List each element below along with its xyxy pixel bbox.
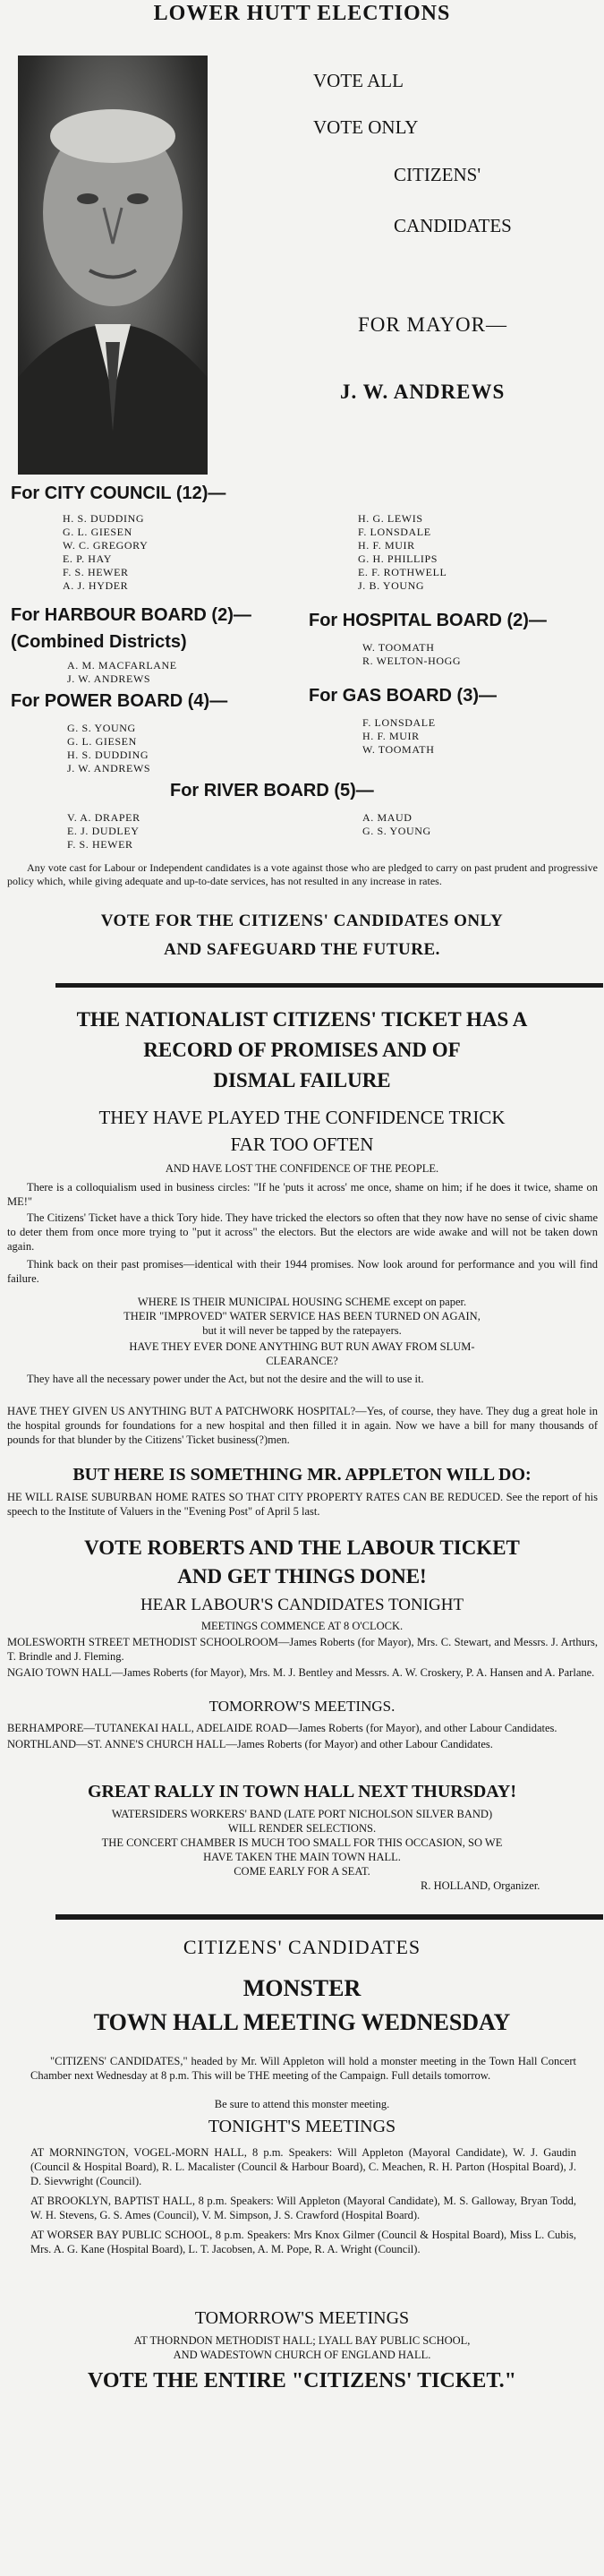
candidate-name: R. WELTON-HOGG [362,655,462,667]
slogan-line-1: VOTE ALL [313,70,404,91]
water-line-2: but it will never be tapped by the ratepayers. [202,1324,402,1337]
mayor-heading: FOR MAYOR— [358,313,508,336]
candidate-name: H. F. MUIR [358,539,415,552]
chamber-line-1: THE CONCERT CHAMBER IS MUCH TOO SMALL FOR THIS OCCASION, SO WE [101,1836,503,1849]
candidate-name: A. MAUD [362,811,413,824]
meeting-item: AT MORNINGTON, VOGEL-MORN HALL, 8 p.m. Speakers: Will Appleton (Mayoral Candidate), W. J. Gaudin (Council & Hospital Board), R. L. Macalister (Council & Harbour Board), C. Meachen, R. H. Parton (Hospital Board), J. D. Sievwright (Council). [30,2146,576,2187]
vote-roberts-2: AND GET THINGS DONE! [177,1565,427,1588]
harbour-board-heading: For HARBOUR BOARD (2)— [11,605,251,625]
candidate-name: V. A. DRAPER [67,811,140,824]
band-line-2: WILL RENDER SELECTIONS. [227,1822,377,1835]
hospital-board-heading: For HOSPITAL BOARD (2)— [309,611,547,630]
tonights-meetings-list [30,2145,576,2256]
labour-paragraphs [7,1180,598,1286]
powers-text: They have all the necessary power under the Act, but not the desire and the will to use it. [27,1373,424,1385]
meeting-intro [30,2054,576,2083]
candidate-name: J. B. YOUNG [358,579,425,592]
meeting-item: AT WORSER BAY PUBLIC SCHOOL, 8 p.m. Speakers: Mrs Knox Gilmer (Council & Hospital Board), Miss L. Cubis, Mrs. A. G. Kane (Hospital Board), L. T. Jacobsen, A. M. Pope, R. A. Wright (Council). [30,2229,576,2255]
candidate-name: G. L. GIESEN [63,526,132,538]
candidate-name: E. F. ROTHWELL [358,566,447,578]
slum-line-1: HAVE THEY EVER DONE ANYTHING BUT RUN AWAY FROM SLUM- [129,1340,475,1353]
candidate-name: J. W. ANDREWS [67,762,151,775]
tomorrow-meetings [7,1721,598,1751]
closing-line-2: AND SAFEGUARD THE FUTURE. [164,940,440,959]
labour-subhead-2: FAR TOO OFTEN [230,1134,374,1155]
candidate-name: W. C. GREGORY [63,539,149,552]
tonight-meeting-2: NGAIO TOWN HALL—James Roberts (for Mayor), Mrs. M. J. Bentley and Messrs. A. W. Croskery, P. A. Hansen and A. Parlane. [7,1666,595,1679]
town-hall-heading: TOWN HALL MEETING WEDNESDAY [93,2009,511,2035]
river-board-col1 [67,811,140,852]
vote-roberts-1: VOTE ROBERTS AND THE LABOUR TICKET [84,1536,520,1559]
slum-line-2: CLEARANCE? [266,1355,338,1367]
candidate-name: G. S. YOUNG [67,722,136,734]
river-board-col2 [362,811,431,838]
tomorrow-venues-1: AT THORNDON METHODIST HALL; LYALL BAY PUBLIC SCHOOL, [133,2334,471,2347]
slogan-line-3: CITIZENS' [394,164,481,185]
harbour-board-subheading: (Combined Districts) [11,632,187,652]
candidate-name: F. S. HEWER [67,838,133,851]
city-council-col1 [63,512,148,593]
hospital-board-names [362,641,461,668]
come-early: COME EARLY FOR A SEAT. [234,1865,370,1878]
labour-subhead-1: THEY HAVE PLAYED THE CONFIDENCE TRICK [98,1107,506,1128]
city-council-col2 [358,512,447,593]
tonight-meetings [7,1635,598,1680]
candidate-name: G. S. YOUNG [362,825,431,837]
section-divider [55,983,603,988]
candidate-name: E. P. HAY [63,552,112,565]
chamber-line-2: HAVE TAKEN THE MAIN TOWN HALL. [203,1851,401,1863]
city-council-heading: For CITY COUNCIL (12)— [11,484,226,503]
labour-para-2: The Citizens' Ticket have a thick Tory hide. They have tricked the electors so often that they now have no sense of civic shame to deter them from once more trying to "put it across" the electors. But the electors are wide awake and will not be taken down again. [7,1211,598,1253]
power-board-heading: For POWER BOARD (4)— [11,691,228,711]
organizer-signature: R. HOLLAND, Organizer. [421,1879,540,1892]
gas-board-heading: For GAS BOARD (3)— [309,686,497,706]
candidate-name: A. M. MACFARLANE [67,659,177,672]
candidate-name: H. G. LEWIS [358,512,423,525]
powers-paragraph [7,1372,598,1386]
mayor-name: J. W. ANDREWS [340,381,506,403]
labour-para-1: There is a colloquialism used in business circles: "If he 'puts it across' me once, shame on him; if he does it twice, shame on ME!" [7,1181,598,1208]
labour-para-3: Think back on their past promises—identical with their 1944 promises. Now look around for performance and you will find failure. [7,1258,598,1285]
tomorrow-meeting-2: NORTHLAND—ST. ANNE'S CHURCH HALL—James Roberts (for Mayor) and other Labour Candidates. [7,1738,493,1750]
labour-headline-2: RECORD OF PROMISES AND OF [143,1039,461,1061]
slogan-line-2: VOTE ONLY [313,116,419,138]
candidate-name: W. TOOMATH [362,641,435,654]
appleton-paragraph [7,1490,598,1519]
hospital-paragraph [7,1404,598,1447]
power-board-names [67,722,150,775]
lost-confidence: AND HAVE LOST THE CONFIDENCE OF THE PEOPLE. [165,1162,439,1175]
tomorrow-meeting-1: BERHAMPORE—TUTANEKAI HALL, ADELAIDE ROAD—James Roberts (for Mayor), and other Labour Candidates. [7,1722,557,1734]
vote-entire-ticket: VOTE THE ENTIRE "CITIZENS' TICKET." [88,2369,516,2392]
slogan-line-4: CANDIDATES [394,215,512,236]
masthead-title: LOWER HUTT ELECTIONS [153,2,451,25]
candidate-portrait [18,56,208,475]
warning-text: Any vote cast for Labour or Independent candidates is a vote against those who are pledged to carry on past prudent and progressive policy which, while giving adequate and up-to-date services, has not resulted in any increase in rates. [7,861,598,887]
citizens-title: CITIZENS' CANDIDATES [183,1936,421,1958]
candidate-name: W. TOOMATH [362,743,435,756]
candidate-name: H. F. MUIR [362,730,420,742]
tonight-meeting-1: MOLESWORTH STREET METHODIST SCHOOLROOM—James Roberts (for Mayor), Mrs. C. Stewart, and Messrs. J. Arthurs, T. Brindle and J. Fleming. [7,1636,598,1663]
tomorrow-venues-2: AND WADESTOWN CHURCH OF ENGLAND HALL. [173,2349,431,2361]
river-board-heading: For RIVER BOARD (5)— [170,781,374,800]
appleton-text: HE WILL RAISE SUBURBAN HOME RATES SO THAT CITY PROPERTY RATES CAN BE REDUCED. See the report of his speech to the Institute of Valuers in the "Evening Post" of April 5 last. [7,1491,598,1518]
candidate-name: F. LONSDALE [362,716,436,729]
candidate-name: J. W. ANDREWS [67,672,151,685]
hear-candidates: HEAR LABOUR'S CANDIDATES TONIGHT [140,1596,464,1614]
water-line-1: THEIR "IMPROVED" WATER SERVICE HAS BEEN TURNED ON AGAIN, [123,1310,481,1322]
intro-end: Be sure to attend this monster meeting. [214,2098,390,2110]
rally-heading: GREAT RALLY IN TOWN HALL NEXT THURSDAY! [87,1782,517,1801]
labour-headline-1: THE NATIONALIST CITIZENS' TICKET HAS A [76,1008,528,1031]
candidate-name: E. J. DUDLEY [67,825,140,837]
candidate-name: G. H. PHILLIPS [358,552,438,565]
monster-heading: MONSTER [242,1975,362,2001]
meeting-item: AT BROOKLYN, BAPTIST HALL, 8 p.m. Speakers: Will Appleton (Mayoral Candidate), M. S. Galloway, Bryan Todd, W. H. Stevens, G. S. Ames (Council), V. M. Simpson, J. S. Crawford (Hospital Board). [30,2195,576,2221]
tonights-meetings-heading: TONIGHT'S MEETINGS [208,2117,396,2136]
section-divider [55,1914,603,1920]
band-line-1: WATERSIDERS WORKERS' BAND (LATE PORT NICHOLSON SILVER BAND) [111,1808,493,1820]
intro-text: "CITIZENS' CANDIDATES," headed by Mr. Will Appleton will hold a monster meeting in the Town Hall Concert Chamber next Wednesday at 8 p.m. This will be THE meeting of the Campaign. Full details tomorrow. [30,2055,576,2082]
candidate-name: H. S. DUDDING [63,512,145,525]
voting-warning [7,861,598,888]
candidate-name: H. S. DUDDING [67,749,149,761]
candidate-name: F. LONSDALE [358,526,431,538]
portrait-image [18,56,208,475]
gas-board-names [362,716,436,757]
candidate-name: F. S. HEWER [63,566,129,578]
meetings-commence: MEETINGS COMMENCE AT 8 O'CLOCK. [200,1620,404,1632]
appleton-heading: BUT HERE IS SOMETHING MR. APPLETON WILL DO: [72,1465,532,1485]
harbour-board-names [67,659,177,686]
housing-line: WHERE IS THEIR MUNICIPAL HOUSING SCHEME except on paper. [137,1296,467,1308]
tomorrows-meetings-heading: TOMORROW'S MEETINGS [194,2308,410,2328]
labour-headline-3: DISMAL FAILURE [213,1069,391,1091]
tomorrow-heading: TOMORROW'S MEETINGS. [208,1698,396,1715]
hospital-text: HAVE THEY GIVEN US ANYTHING BUT A PATCHWORK HOSPITAL?—Yes, of course, they have. They dug a great hole in the hospital grounds for foundations for a new hospital and then filled it in again. Now we have a bill for many thousands of pounds for that blunder by the Citizens' Ticket business(?)men. [7,1405,598,1446]
candidate-name: A. J. HYDER [63,579,129,592]
candidate-name: G. L. GIESEN [67,735,137,748]
closing-line-1: VOTE FOR THE CITIZENS' CANDIDATES ONLY [100,911,504,930]
